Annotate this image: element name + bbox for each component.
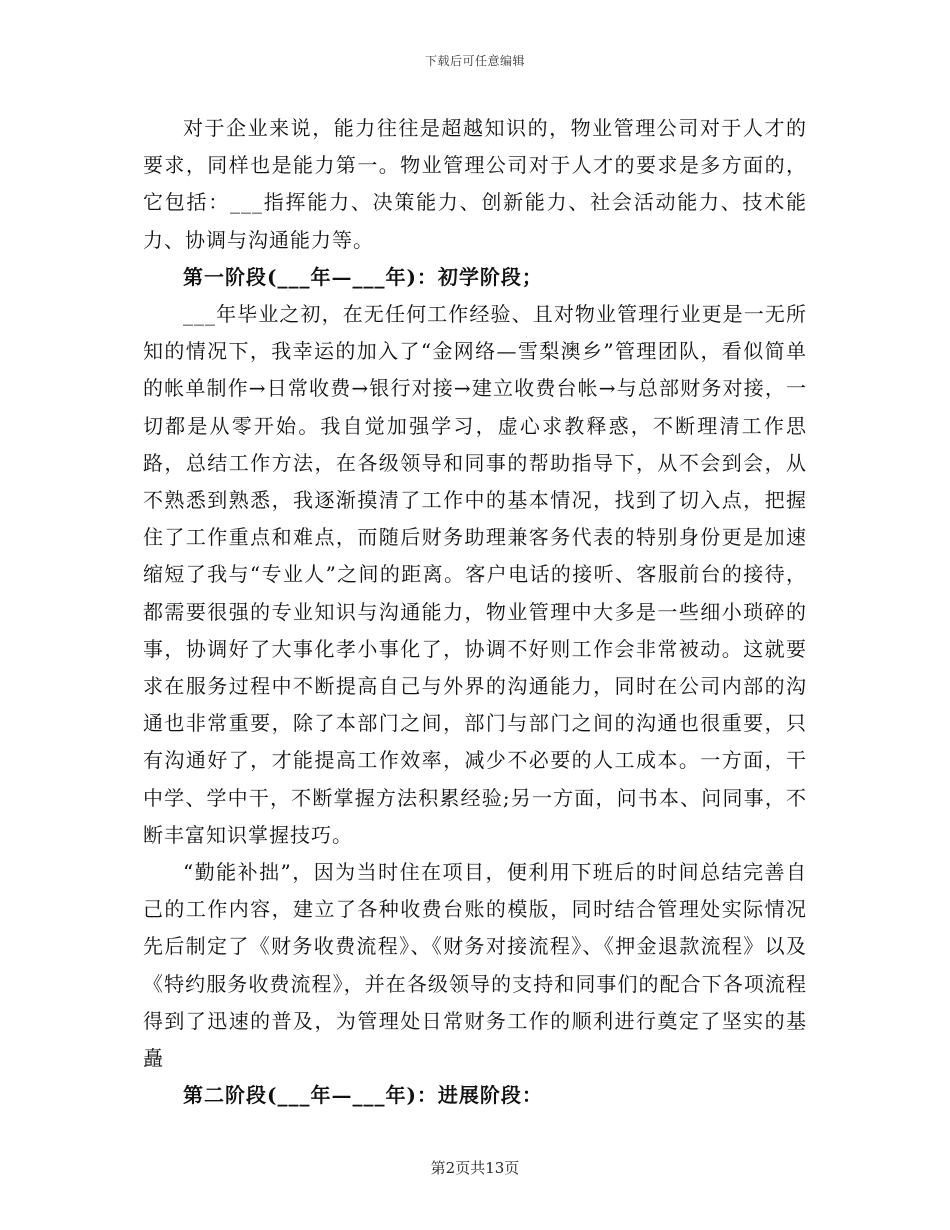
page-footer: 第2页共13页: [430, 1159, 520, 1177]
document-body: [143, 110, 807, 1114]
heading-stage-one: 第一阶段(___年—___年)：初学阶段；: [183, 264, 543, 289]
paragraph-stage-one-detail: ___年毕业之初，在无任何工作经验、且对物业管理行业更是一无所知的情况下，我幸运的加入了“金网络—雪梨澳乡”管理团队，看似简单的帐单制作→日常收费→银行对接→建立收费台帐→与总部财务对接，一切都是从零开始。我自觉加强学习，虚心求教释惑，不断理清工作思路，总结工作方法，在各级领导和同事的帮助指导下，从不会到会，从不熟悉到熟悉，我逐渐摸清了工作中的基本情况，找到了切入点，把握住了工作重点和难点，而随后财务助理兼客务代表的特别身份更是加速缩短了我与“专业人”之间的距离。客户电话的接听、客服前台的接待，都需要很强的专业知识与沟通能力，物业管理中大多是一些细小琐碎的事，协调好了大事化孝小事化了，协调不好则工作会非常被动。这就要求在服务过程中不断提高自己与外界的沟通能力，同时在公司内部的沟通也非常重要，除了本部门之间，部门与部门之间的沟通也很重要，只有沟通好了，才能提高工作效率，减少不必要的人工成本。一方面，干中学、学中干，不断掌握方法积累经验;另一方面，问书本、问同事，不断丰富知识掌握技巧。: [143, 302, 807, 847]
paragraph-diligence: “勤能补拙”，因为当时住在项目，便利用下班后的时间总结完善自己的工作内容，建立了各种收费台账的模版，同时结合管理处实际情况先后制定了《财务收费流程》、《财务对接流程》、《押金退款流程》以及《特约服务收费流程》，并在各级领导的支持和同事们的配合下各项流程得到了迅速的普及，为管理处日常财务工作的顺利进行奠定了坚实的基矗: [143, 860, 807, 1071]
paragraph-intro: 对于企业来说，能力往往是超越知识的，物业管理公司对于人才的要求，同样也是能力第一。物业管理公司对于人才的要求是多方面的，它包括：___指挥能力、决策能力、创新能力、社会活动能力、技术能力、协调与沟通能力等。: [143, 116, 807, 252]
heading-stage-two: 第二阶段(___年—___年)：进展阶段：: [183, 1083, 543, 1108]
page-header: 下载后可任意编辑: [424, 54, 525, 68]
